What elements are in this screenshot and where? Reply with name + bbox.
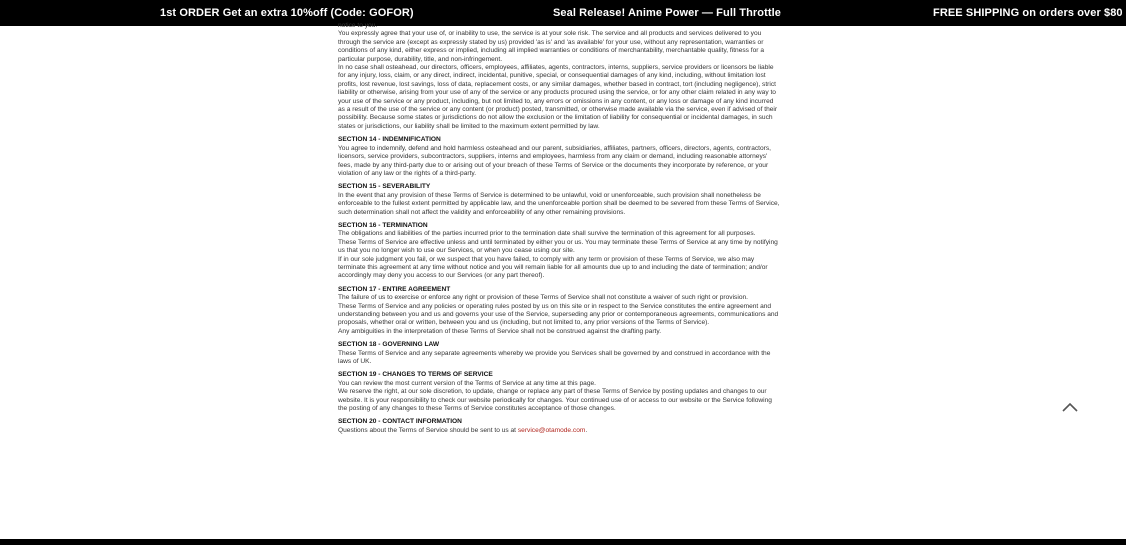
- section-20: [338, 418, 780, 435]
- terms-paragraph: These Terms of Service and any policies or operating rules posted by us on this site or in respect to the Service constitutes the entire agreement and understanding between you and us and governs your use of the Service, superseding any prior or contemporaneous agreements, communications and proposals, whether oral or written, between you and us (including, but not limited to, any prior versions of the Terms of Service).: [338, 302, 779, 327]
- promo-free-shipping[interactable]: FREE SHIPPING on orders over $80: [933, 7, 1123, 19]
- footer-strip: [0, 539, 1126, 545]
- terms-paragraph: In no case shall osteahead, our directors, officers, employees, affiliates, agents, contractors, interns, suppliers, service providers or licensors be liable for any injury, loss, claim, or any direct, indirect, incidental, punitive, special, or consequential damages of any kind, including, without limitation lost profits, lost revenue, lost savings, loss of data, replacement costs, or any similar damages, whether based in contract, tort (including negligence), strict liability or otherwise, arising from your use of any of the service or any products procured using the service, or for any other claim related in any way to your use of the service or any product, including, but not limited to, any errors or omissions in any content, or any loss or damage of any kind incurred as a result of the use of the service or any content (or product) posted, transmitted, or otherwise made available via the service, even if advised of their possibility. Because some states or jurisdictions do not allow the exclusion or the limitation of liability for consequential or incidental damages, in such states or jurisdictions, our liability shall be limited to the maximum extent permitted by law.: [338, 64, 778, 130]
- section-title: SECTION 15 - SEVERABILITY: [338, 183, 431, 191]
- section-title: SECTION 19 - CHANGES TO TERMS OF SERVICE: [338, 371, 493, 379]
- section-17: [338, 286, 780, 336]
- terms-paragraph: In the event that any provision of these Terms of Service is determined to be unlawful, void or unenforceable, such provision shall nonetheless be enforceable to the fullest extent permitted by applicable law, and the unenforceable portion shall be deemed to be severed from these Terms of Service, such determination shall not affect the validity and enforceability of any other remaining provisions.: [338, 191, 780, 216]
- scroll-to-top-button[interactable]: [1062, 400, 1078, 412]
- promo-seal-release[interactable]: Seal Release! Anime Power — Full Throttle: [553, 7, 782, 19]
- section-title: SECTION 16 - TERMINATION: [338, 221, 428, 229]
- terms-paragraph: These Terms of Service and any separate agreements whereby we provide you Services shall be governed by and construed in accordance with the laws of UK.: [338, 349, 771, 366]
- terms-paragraph: If in our sole judgment you fail, or we suspect that you have failed, to comply with any term or provision of these Terms of Service, we also may terminate this agreement at any time without notice and you will remain liable for all amounts due up to and including the date of termination; and/or accordingly may deny you access to our Services (or any part thereof).: [338, 255, 768, 280]
- contact-email-link[interactable]: service@otamode.com: [517, 426, 586, 434]
- contact-period: .: [585, 426, 588, 434]
- terms-paragraph: You agree to indemnify, defend and hold harmless osteahead and our parent, subsidiaries, affiliates, partners, officers, directors, agents, contractors, licensors, service providers, subcontractors, suppliers, interns and employees, harmless from any claim or demand, including reasonable attorneys' fees, made by any third-party due to or arising out of your breach of these Terms of Service or the documents they incorporate by reference, or your violation of any law or the rights of a third-party.: [338, 144, 771, 177]
- section-title: SECTION 20 - CONTACT INFORMATION: [338, 418, 462, 426]
- terms-paragraph: We reserve the right, at our sole discretion, to update, change or replace any part of these Terms of Service by posting updates and changes to our website. It is your responsibility to check our website periodically for changes. Your continued use of or access to our website or the Service following the posting of any changes to these Terms of Service constitutes acceptance of those changes.: [338, 388, 772, 413]
- section-title: SECTION 17 - ENTIRE AGREEMENT: [338, 285, 451, 293]
- section-18: [338, 341, 780, 366]
- chevron-up-icon: [1062, 401, 1078, 413]
- section-title: SECTION 18 - GOVERNING LAW: [338, 341, 440, 349]
- terms-paragraph: Any ambiguities in the interpretation of these Terms of Service shall not be construed against the drafting party.: [338, 327, 662, 335]
- section-15: [338, 183, 780, 217]
- terms-paragraph: You can review the most current version of the Terms of Service at any time at this page.: [338, 379, 597, 387]
- section-14: [338, 136, 780, 178]
- terms-paragraph: The obligations and liabilities of the parties incurred prior to the termination date shall survive the termination of this agreement for all purposes.: [338, 230, 756, 238]
- section-16: [338, 222, 780, 281]
- terms-content: [338, 22, 780, 435]
- terms-paragraph: You expressly agree that your use of, or inability to use, the service is at your sole risk. The service and all products and services delivered to you through the service are (except as expressly stated by us) provided 'as is' and 'as available' for your use, without any representation, warranties or conditions of any kind, either express or implied, including all implied warranties or conditions of merchantability, merchantable quality, fitness for a particular purpose, durability, title, and non-infringement.: [338, 30, 764, 63]
- section-title: SECTION 14 - INDEMNIFICATION: [338, 136, 441, 144]
- terms-paragraph: notice to you.: [338, 22, 378, 29]
- terms-paragraph: [338, 427, 780, 435]
- terms-paragraph: These Terms of Service are effective unless and until terminated by either you or us. You may terminate these Terms of Service at any time by notifying us that you no longer wish to use our Services, or when you cease using our site.: [338, 238, 778, 255]
- contact-text: Questions about the Terms of Service should be sent to us at: [338, 426, 517, 434]
- terms-paragraph: The failure of us to exercise or enforce any right or provision of these Terms of Service shall not constitute a waiver of such right or provision.: [338, 294, 748, 302]
- section-19: [338, 371, 780, 413]
- promo-first-order[interactable]: 1st ORDER Get an extra 10%off (Code: GOFOR): [160, 7, 414, 19]
